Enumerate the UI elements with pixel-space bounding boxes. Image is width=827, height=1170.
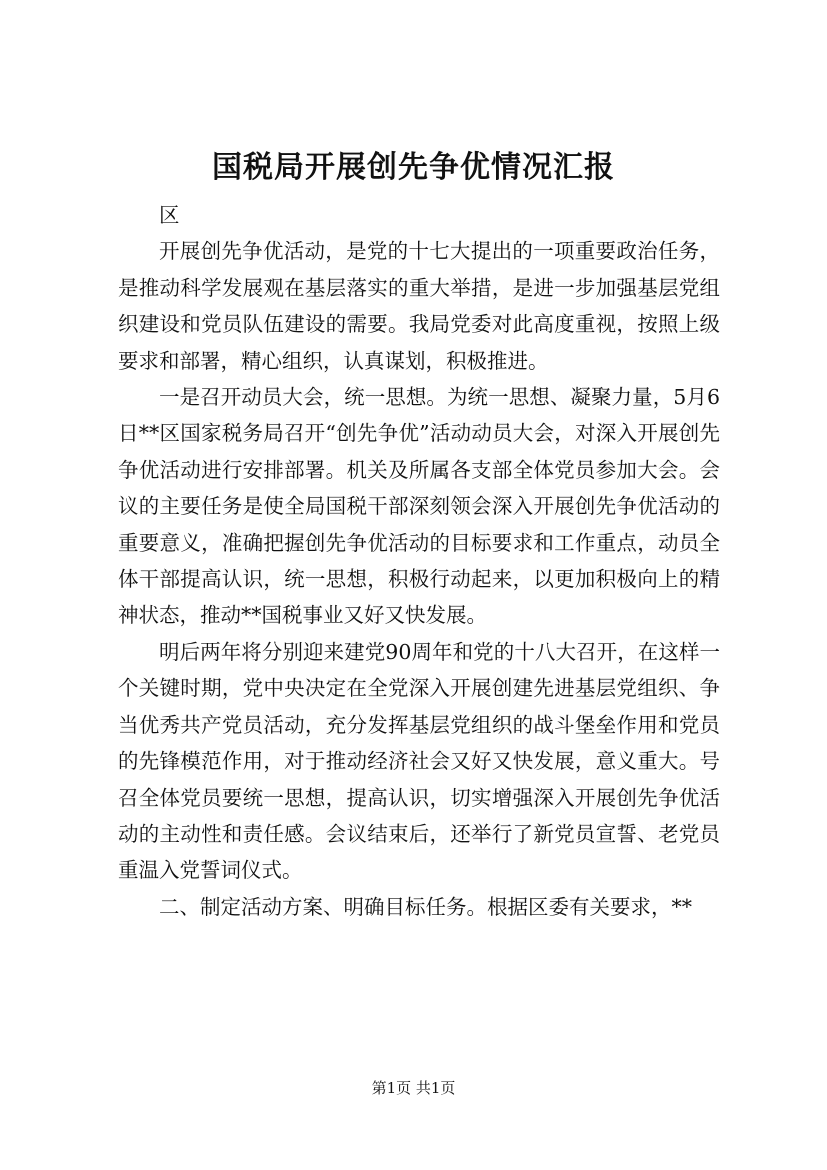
- paragraph-mobilization-meeting: 一是召开动员大会，统一思想。为统一思想、凝聚力量，5月6日**区国家税务局召开“创先争优”活动动员大会，对深入开展创先争优活动进行安排部署。机关及所属各支部全体党员参加大会。会议的主要任务是使全局国税干部深刻领会深入开展创先争优活动的重要意义，准确把握创先争优活动的目标要求和工作重点，动员全体干部提高认识，统一思想，积极行动起来，以更加积极向上的精神状态，推动**国税事业又好又快发展。: [118, 385, 720, 628]
- page-footer: 第1页 共1页: [371, 1079, 456, 1097]
- paragraph-activity-plan: 二、制定活动方案、明确目标任务。根据区委有关要求，**: [159, 894, 692, 919]
- paragraph-party-anniversary: 明后两年将分别迎来建党90周年和党的十八大召开，在这样一个关键时期，党中央决定在全党深入开展创建先进基层党组织、争当优秀共产党员活动，充分发挥基层党组织的战斗堡垒作用和党员的先锋模范作用，对于推动经济社会又好又快发展，意义重大。号召全体党员要统一思想，提高认识，切实增强深入开展创先争优活动的主动性和责任感。会议结束后，还举行了新党员宣誓、老党员重温入党誓词仪式。: [118, 639, 720, 883]
- document-body: [118, 197, 720, 925]
- paragraph-intro: 开展创先争优活动，是党的十七大提出的一项重要政治任务，是推动科学发展观在基层落实的重大举措，是进一步加强基层党组织建设和党员队伍建设的需要。我局党委对此高度重视，按照上级要求和部署，精心组织，认真谋划，积极推进。: [118, 239, 720, 373]
- paragraph-district: 区: [159, 203, 180, 227]
- document-title: 国税局开展创先争优情况汇报: [212, 150, 615, 185]
